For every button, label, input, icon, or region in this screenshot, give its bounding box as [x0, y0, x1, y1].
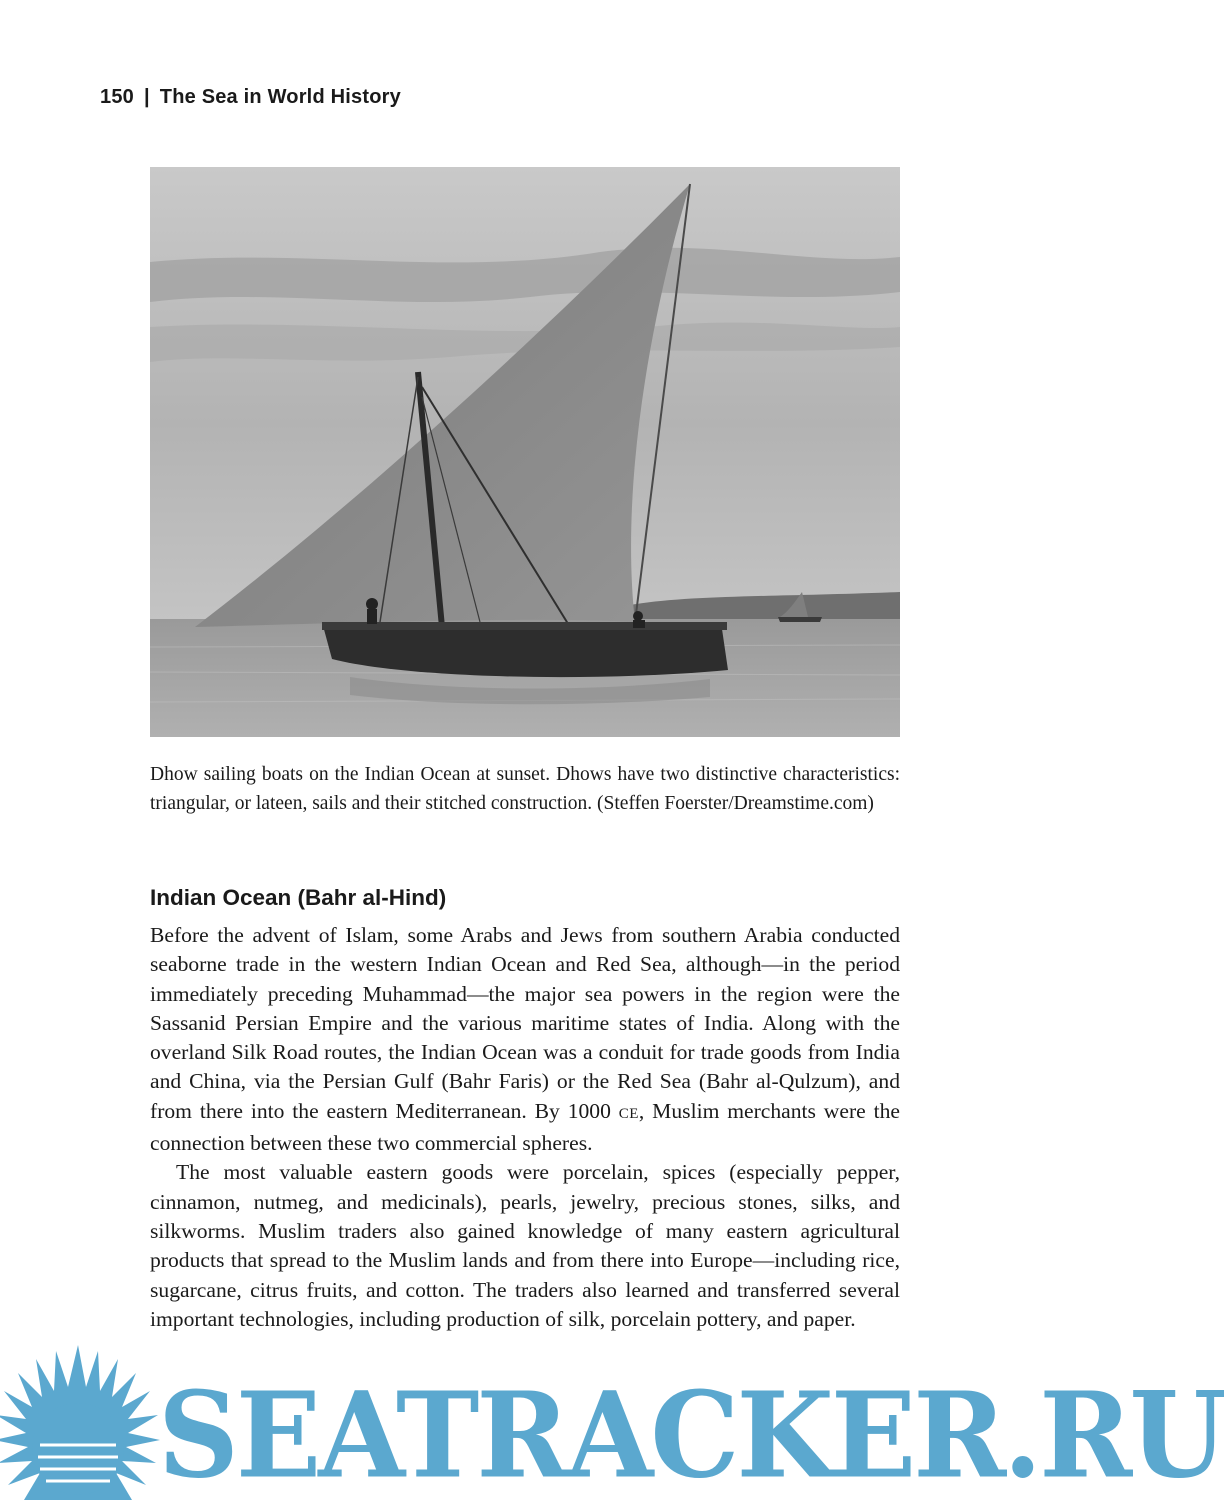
figure-caption [150, 760, 900, 818]
article-body [150, 921, 900, 1334]
paragraph-text: Before the advent of Islam, some Arabs and Jews from southern Arabia conducted seaborne trade in the western Indian Ocean and Red Sea, although—in the period immediately preceding Muhammad—the major sea powers in the region were the Sassanid Persian Empire and the various maritime states of India. Along with the overland Silk Road routes, the Indian Ocean was a conduit for trade goods from India and China, via the Persian Gulf (Bahr Faris) or the Red Sea (Bahr al-Qulzum), and from there into the eastern Mediterranean. By 1000 [150, 923, 900, 1123]
page-number: 150 [100, 86, 134, 108]
caption-line: Dhow sailing boats on the Indian Ocean at sunset. Dhows have two distinctive characteristics: [150, 764, 900, 785]
header-separator: | [143, 86, 150, 108]
era-abbreviation: CE [618, 1105, 639, 1122]
paragraph: The most valuable eastern goods were porcelain, spices (especially pepper, cinnamon, nutmeg, and medicinals), pearls, jewelry, precious stones, silks, and silkworms. Muslim traders also gained knowledge of many eastern agricultural products that spread to the Muslim lands and from there into Europe—including rice, sugarcane, citrus fruits, and cotton. The traders also learned and transferred several important technologies, including production of silk, porcelain pottery, and paper. [150, 1160, 900, 1331]
section-heading: Indian Ocean (Bahr al-Hind) [150, 885, 447, 910]
caption-line: triangular, or lateen, sails and their stitched construction. (Steffen Foerster/Dreamstime.com) [150, 793, 874, 814]
paragraph-text: , Muslim merchants were the connection between these two commercial spheres. [150, 1098, 900, 1156]
dhow-photo [150, 167, 900, 737]
book-title: The Sea in World History [159, 86, 401, 108]
running-head [100, 86, 401, 109]
paragraph [150, 921, 900, 1158]
watermark-text: SEATRACKER.RU [158, 1367, 1224, 1505]
